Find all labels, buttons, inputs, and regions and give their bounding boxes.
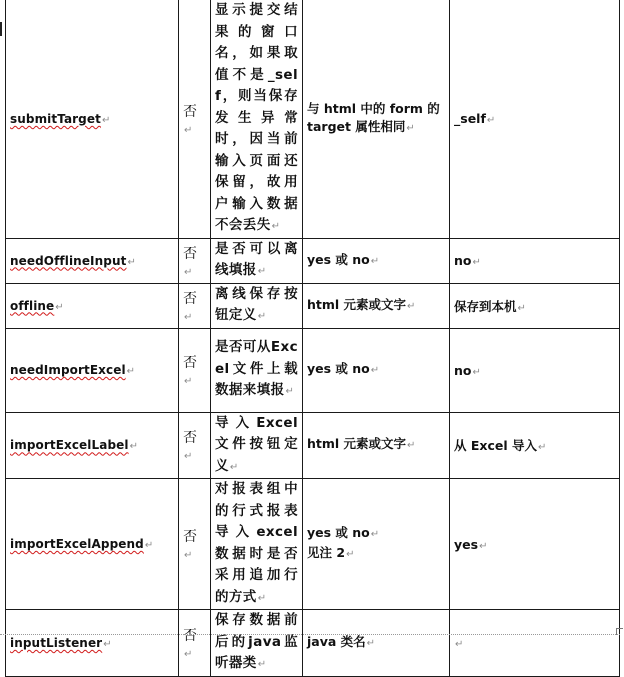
default-value: no xyxy=(454,362,472,378)
table-row xyxy=(6,283,620,328)
description-text: 离线保存按钮定义 xyxy=(215,285,298,323)
paragraph-mark: ↵ xyxy=(257,592,267,604)
paragraph-mark: ↵ xyxy=(486,115,496,127)
paragraph-mark: ↵ xyxy=(517,302,526,314)
allowed-values-cell xyxy=(303,412,450,479)
paragraph-mark: ↵ xyxy=(370,255,380,267)
allowed-values-text: html 元素或文字 xyxy=(307,296,407,312)
default-value: 从 Excel 导入 xyxy=(454,438,537,454)
table-row xyxy=(6,0,620,238)
paragraph-mark: ↵ xyxy=(229,461,239,473)
required-cell xyxy=(179,412,211,479)
required-value: 否 xyxy=(183,529,197,545)
required-value: 否 xyxy=(183,627,197,644)
table-row xyxy=(6,479,620,610)
allowed-values-line xyxy=(307,544,445,564)
table-row xyxy=(6,328,620,412)
param-name: needOfflineInput xyxy=(10,253,127,268)
default-value: yes xyxy=(454,536,479,552)
param-name: needImportExcel xyxy=(10,363,126,377)
allowed-values-cell xyxy=(303,238,450,283)
required-value: 否 xyxy=(183,103,197,120)
paragraph-mark: ↵ xyxy=(184,451,193,463)
paragraph-mark: ↵ xyxy=(472,257,481,268)
paragraph-mark: ↵ xyxy=(184,266,193,278)
page-corner-mark xyxy=(616,628,623,635)
required-cell xyxy=(179,0,211,238)
paragraph-mark: ↵ xyxy=(407,300,416,312)
allowed-values-text: 与 html 中的 form 的 target 属性相同 xyxy=(307,100,440,134)
paragraph-mark: ↵ xyxy=(184,124,193,136)
description-cell xyxy=(211,283,303,328)
paragraph-mark: ↵ xyxy=(370,529,380,540)
default-value-cell xyxy=(450,0,620,238)
description-cell xyxy=(211,610,303,677)
description-cell xyxy=(211,0,303,238)
allowed-values-cell xyxy=(303,0,450,238)
param-name-cell xyxy=(6,479,179,610)
allowed-values-line xyxy=(307,251,445,271)
description-text: 保存数据前后的java监听器类 xyxy=(215,612,298,671)
default-value-cell xyxy=(450,238,620,283)
margin-marker xyxy=(0,22,2,36)
param-name: inputListener xyxy=(10,635,103,650)
param-name-cell xyxy=(6,283,179,328)
description-text: 显示提交结果的窗口名，如果取值不是_self，则当保存发生异常时，因当前输入页面还保留，故用户输入数据不会丢失 xyxy=(215,2,298,233)
paragraph-mark: ↵ xyxy=(406,122,415,134)
paragraph-mark: ↵ xyxy=(184,648,193,660)
description-cell xyxy=(211,238,303,283)
required-value: 否 xyxy=(183,290,197,307)
required-cell xyxy=(179,328,211,412)
paragraph-mark: ↵ xyxy=(144,540,154,551)
description-text: 是否可以离线填报 xyxy=(215,240,298,278)
allowed-values-line xyxy=(307,100,445,138)
allowed-values-text: yes 或 no xyxy=(307,525,370,540)
allowed-values-line xyxy=(307,360,445,380)
paragraph-mark: ↵ xyxy=(55,301,64,313)
default-value: no xyxy=(454,253,472,268)
paragraph-mark: ↵ xyxy=(537,442,547,454)
paragraph-mark: ↵ xyxy=(127,256,136,268)
paragraph-mark: ↵ xyxy=(472,366,481,378)
parameter-table-body xyxy=(6,0,620,676)
default-value-cell xyxy=(450,479,620,610)
table-row xyxy=(6,412,620,479)
allowed-values-text: yes 或 no xyxy=(307,251,370,267)
paragraph-mark: ↵ xyxy=(257,311,267,322)
parameter-table xyxy=(5,0,620,677)
table-row xyxy=(6,610,620,677)
paragraph-mark: ↵ xyxy=(103,638,112,650)
allowed-values-line xyxy=(307,296,445,316)
required-value: 否 xyxy=(183,355,197,371)
paragraph-mark: ↵ xyxy=(184,550,193,561)
default-value: 保存到本机 xyxy=(454,298,517,314)
description-cell xyxy=(211,412,303,479)
allowed-values-line xyxy=(307,524,445,544)
param-name: importExcelLabel xyxy=(10,438,129,453)
param-name-cell xyxy=(6,610,179,677)
param-name-cell xyxy=(6,0,179,238)
required-cell xyxy=(179,238,211,283)
param-name-cell xyxy=(6,412,179,479)
allowed-values-cell xyxy=(303,610,450,677)
description-cell xyxy=(211,328,303,412)
paragraph-mark: ↵ xyxy=(370,365,380,376)
paragraph-mark: ↵ xyxy=(126,366,136,377)
default-value: _self xyxy=(454,111,486,127)
param-name: submitTarget xyxy=(10,111,101,126)
default-value-cell xyxy=(450,283,620,328)
paragraph-mark: ↵ xyxy=(285,386,295,398)
paragraph-mark: ↵ xyxy=(479,540,488,552)
allowed-values-text: yes 或 no xyxy=(307,361,370,376)
param-name: importExcelAppend xyxy=(10,537,144,551)
allowed-values-text: html 元素或文字 xyxy=(307,436,407,452)
param-name-cell xyxy=(6,328,179,412)
allowed-values-text: 见注 2 xyxy=(307,545,346,560)
required-value: 否 xyxy=(183,430,197,447)
allowed-values-line xyxy=(307,633,445,653)
required-cell xyxy=(179,479,211,610)
paragraph-mark: ↵ xyxy=(101,114,111,126)
table-row xyxy=(6,238,620,283)
paragraph-mark: ↵ xyxy=(366,637,376,649)
paragraph-mark: ↵ xyxy=(257,659,267,670)
paragraph-mark: ↵ xyxy=(184,376,193,387)
required-cell xyxy=(179,283,211,328)
default-value-cell xyxy=(450,328,620,412)
allowed-values-line xyxy=(307,435,445,455)
required-cell xyxy=(179,610,211,677)
paragraph-mark: ↵ xyxy=(271,221,281,232)
default-value-cell xyxy=(450,610,620,677)
allowed-values-cell xyxy=(303,283,450,328)
param-name-cell xyxy=(6,238,179,283)
allowed-values-cell xyxy=(303,479,450,610)
allowed-values-text: java 类名 xyxy=(307,633,366,649)
description-text: 是否可从Excel文件上载数据来填报 xyxy=(215,339,298,399)
paragraph-mark: ↵ xyxy=(407,440,416,452)
param-name: offline xyxy=(10,298,55,313)
default-value-cell xyxy=(450,412,620,479)
allowed-values-cell xyxy=(303,328,450,412)
paragraph-mark: ↵ xyxy=(184,311,193,323)
description-text: 导入Excel文件按钮定义 xyxy=(215,414,298,474)
paragraph-mark: ↵ xyxy=(257,266,267,277)
paragraph-mark: ↵ xyxy=(346,549,355,560)
description-cell xyxy=(211,479,303,610)
paragraph-mark: ↵ xyxy=(455,639,464,651)
description-text: 对报表组中的行式报表导入excel数据时是否采用追加行的方式 xyxy=(215,481,298,605)
required-value: 否 xyxy=(183,245,197,262)
paragraph-mark: ↵ xyxy=(129,441,139,453)
